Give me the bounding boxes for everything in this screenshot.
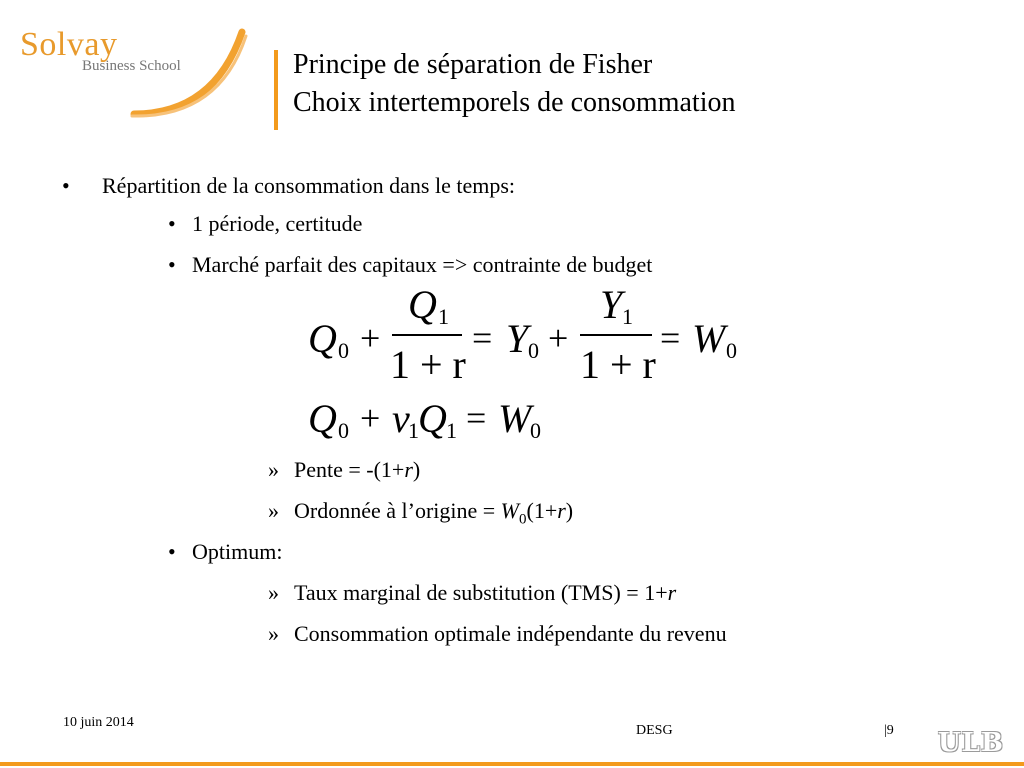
ordonnee-prefix: Ordonnée à l’origine =	[294, 498, 501, 523]
bullet-text: 1 période, certitude	[192, 211, 363, 236]
eq1-plus1: +	[360, 318, 381, 358]
eq1-num2: Y	[600, 282, 623, 327]
eq1-den1-text: 1 + r	[390, 342, 466, 387]
eq1-den2-text: 1 + r	[580, 342, 656, 387]
eq2-W0: W	[498, 396, 532, 441]
eq1-Y0-sub: 0	[528, 338, 539, 363]
eq1-equals1: =	[472, 318, 493, 358]
bullet-text: Répartition de la consommation dans le temps:	[102, 173, 516, 198]
equation-budget-fraction	[308, 282, 737, 387]
eq1-num2-sub: 1	[622, 304, 633, 329]
tms-prefix: Taux marginal de substitution (TMS) = 1+	[294, 580, 668, 605]
eq1-equals2: =	[660, 318, 681, 358]
eq1-num1-sub: 1	[438, 304, 449, 329]
slide-title	[293, 46, 735, 122]
ordonnee-sub: 0	[519, 511, 527, 528]
bullet-text: Optimum:	[192, 539, 283, 564]
pente-prefix: Pente = -(1+	[294, 457, 405, 482]
bullet-mark: »	[268, 457, 279, 482]
title-line-2: Choix intertemporels de consommation	[293, 87, 736, 118]
eq1-den2	[580, 342, 656, 387]
eq2-v1-sub: 1	[408, 418, 419, 443]
bullet-mark: »	[268, 498, 279, 523]
ordonnee-mid: (1+	[526, 498, 558, 523]
eq1-W0: W	[692, 316, 726, 361]
logo-subtitle: Business School	[82, 58, 181, 74]
bullet-mark: »	[268, 580, 279, 605]
pente-var: r	[404, 457, 413, 482]
bullet-text	[294, 455, 420, 485]
solvay-logo	[14, 22, 254, 122]
eq2-Q1-sub: 1	[446, 418, 457, 443]
eq1-Q0: Q	[308, 316, 337, 361]
eq2-v1: v	[392, 396, 410, 441]
ulb-logo: ULB	[938, 728, 1004, 758]
budget-equations	[300, 280, 780, 450]
ordonnee-var: W	[500, 498, 519, 523]
footer-date: 10 juin 2014	[63, 715, 134, 730]
eq1-W0-sub: 0	[726, 338, 737, 363]
bullet-text: Marché parfait des capitaux => contrainte de budget	[192, 252, 653, 277]
pente-suffix: )	[412, 457, 421, 482]
eq1-plus2: +	[548, 318, 569, 358]
bullet-mark: •	[168, 252, 176, 277]
ordonnee-suffix: )	[565, 498, 574, 523]
eq2-Q1: Q	[418, 396, 447, 441]
eq1-num1: Q	[408, 282, 437, 327]
bullet-mark: •	[168, 211, 176, 236]
eq2-equals: =	[466, 398, 487, 438]
eq2-Q0-sub: 0	[338, 418, 349, 443]
title-accent-bar	[274, 50, 278, 130]
bullet-text	[294, 496, 573, 534]
footer-center: DESG	[636, 723, 673, 738]
tms-var: r	[667, 580, 677, 605]
eq1-Y0: Y	[506, 316, 529, 361]
bullet-text	[294, 578, 676, 608]
ordonnee-var2: r	[557, 498, 566, 523]
bullet-mark: •	[62, 173, 70, 198]
page-number: |9	[884, 723, 894, 738]
eq1-den1	[390, 342, 466, 387]
eq2-plus: +	[360, 398, 381, 438]
eq1-Q0-sub: 0	[338, 338, 349, 363]
footer-accent-line	[0, 762, 1024, 766]
title-line-1: Principe de séparation de Fisher	[293, 49, 653, 80]
bullet-mark: •	[168, 539, 176, 564]
bullet-text: Consommation optimale indépendante du revenu	[294, 621, 727, 646]
eq2-W0-sub: 0	[530, 418, 541, 443]
bullet-mark: »	[268, 621, 279, 646]
equation-budget-linear	[308, 396, 541, 443]
eq2-Q0: Q	[308, 396, 337, 441]
logo-brand: Solvay	[20, 26, 118, 63]
